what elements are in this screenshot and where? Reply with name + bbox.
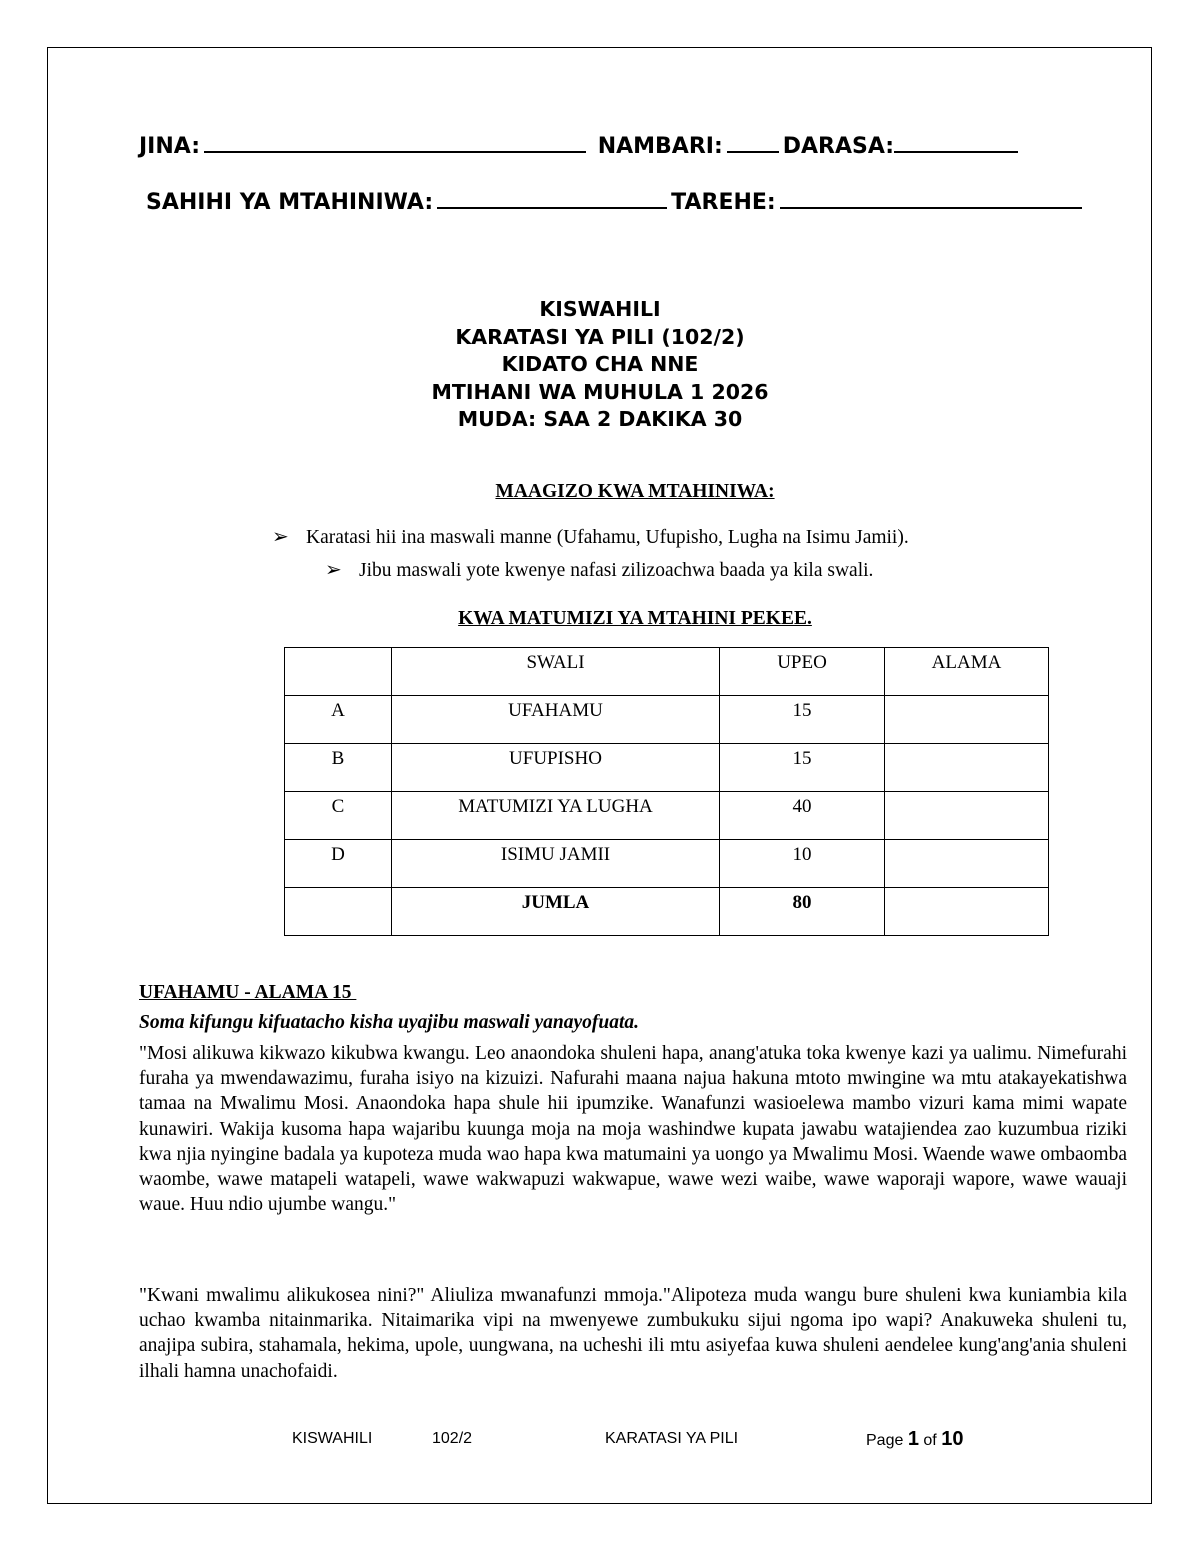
total-value-cell: 80	[720, 888, 885, 936]
instruction-item	[272, 524, 909, 549]
table-cell	[285, 888, 392, 936]
header-row-1	[139, 131, 1022, 159]
table-header-cell: SWALI	[392, 648, 720, 696]
score-entry-cell[interactable]	[885, 744, 1049, 792]
title-paper: KARATASI YA PILI (102/2)	[455, 324, 745, 349]
signature-field[interactable]	[437, 187, 667, 209]
table-header-cell	[285, 648, 392, 696]
table-cell: UFAHAMU	[392, 696, 720, 744]
score-entry-cell[interactable]	[885, 840, 1049, 888]
title-duration: MUDA: SAA 2 DAKIKA 30	[457, 407, 743, 431]
number-field[interactable]	[727, 131, 779, 153]
score-entry-cell[interactable]	[885, 888, 1049, 936]
table-cell: MATUMIZI YA LUGHA	[392, 792, 720, 840]
passage-paragraph: "Mosi alikuwa kikwazo kikubwa kwangu. Leo anaondoka shuleni hapa, anang'atuka toka kwenye kazi ya ualimu. Nimefurahi furaha ya mwendawazimu, furaha isiyo na kizuizi. Nafurahi maana najua hakuna mtoto mwingine wa mtu atakayekatishwa tamaa na Mwalimu Mosi. Anaondoka hapa shule hii ipumzike. Wanafunzi wasioelewa mambo vizuri kama mimi wapate kunawiri. Wakija kusoma hapa wajaribu kuunga moja na moja washindwe kupata jawabu watajiendea zao kuzumbua riziki kwa njia nyingine badala ya kupoteza muda wao hapa kwa matumaini ya uongo ya Mwalimu Mosi. Waende wawe ombaomba waombe, wawe matapeli watapeli, wawe wakwapuzi wakwapue, wawe wezi waibe, wawe waporaji wapore, wawe wauaji waue. Huu ndio ujumbe wangu."	[139, 1043, 1127, 1216]
table-row	[285, 792, 1049, 840]
table-cell: 15	[720, 744, 885, 792]
table-cell: 15	[720, 696, 885, 744]
table-cell: A	[285, 696, 392, 744]
instruction-text: Jibu maswali yote kwenye nafasi zilizoachwa baada ya kila swali.	[359, 560, 874, 581]
footer-subject: KISWAHILI	[292, 1430, 373, 1447]
table-cell: 40	[720, 792, 885, 840]
footer-code: 102/2	[432, 1430, 473, 1447]
table-cell: D	[285, 840, 392, 888]
page-word: Page	[866, 1432, 904, 1449]
section-instruction: Soma kifungu kifuatacho kisha uyajibu maswali yanayofuata.	[139, 1012, 640, 1033]
date-field[interactable]	[780, 187, 1082, 209]
of-word: of	[923, 1432, 937, 1449]
title-subject: KISWAHILI	[539, 297, 661, 321]
table-header-cell: ALAMA	[885, 648, 1049, 696]
signature-label: SAHIHI YA MTAHINIWA:	[146, 190, 434, 215]
title-exam: MTIHANI WA MUHULA 1 2026	[431, 379, 769, 404]
table-cell: UFUPISHO	[392, 744, 720, 792]
instructions-heading: MAAGIZO KWA MTAHINIWA:	[495, 481, 775, 502]
score-entry-cell[interactable]	[885, 792, 1049, 840]
table-cell: ISIMU JAMII	[392, 840, 720, 888]
instruction-text: Karatasi hii ina maswali manne (Ufahamu, Ufupisho, Lugha na Isimu Jamii).	[306, 527, 909, 548]
header-row-2	[146, 187, 1086, 215]
examiner-heading: KWA MATUMIZI YA MTAHINI PEKEE.	[458, 608, 812, 629]
name-label: JINA:	[139, 134, 201, 159]
table-cell: B	[285, 744, 392, 792]
table-cell: C	[285, 792, 392, 840]
class-field[interactable]	[894, 131, 1018, 153]
page-number	[866, 1428, 963, 1451]
class-label: DARASA:	[782, 134, 895, 159]
arrow-bullet-icon: ➢	[325, 559, 342, 581]
number-label: NAMBARI:	[597, 134, 723, 159]
page-total: 10	[941, 1428, 964, 1450]
name-field[interactable]	[204, 131, 586, 153]
total-label-cell: JUMLA	[392, 888, 720, 936]
instruction-item	[325, 557, 873, 582]
score-table	[284, 647, 1049, 936]
table-row	[285, 696, 1049, 744]
table-row	[285, 744, 1049, 792]
section-title: UFAHAMU - ALAMA 15	[139, 982, 357, 1003]
title-form: KIDATO CHA NNE	[501, 352, 699, 376]
table-header-row	[285, 648, 1049, 696]
table-row	[285, 840, 1049, 888]
arrow-bullet-icon: ➢	[272, 526, 289, 548]
table-cell: 10	[720, 840, 885, 888]
table-total-row	[285, 888, 1049, 936]
exam-title-block	[0, 296, 1200, 434]
footer-paper: KARATASI YA PILI	[605, 1430, 739, 1447]
score-entry-cell[interactable]	[885, 696, 1049, 744]
date-label: TAREHE:	[671, 190, 776, 215]
table-header-cell: UPEO	[720, 648, 885, 696]
passage-paragraph: "Kwani mwalimu alikukosea nini?" Aliuliza mwanafunzi mmoja."Alipoteza muda wangu bure shuleni kwa kuniambia kila uchao kwamba nitainmarika. Nitaimarika vipi na mwenyewe zumbukuku sijui ngoma ipo wapi? Anakuweka shuleni tu, anajipa subira, stahamala, hekima, upole, uungwana, na ucheshi ili mtu asiyefaa kuwa shuleni aendelee kung'ang'ania shuleni ilhali hamna unachofaidi.	[139, 1285, 1127, 1382]
page-current: 1	[907, 1428, 919, 1450]
